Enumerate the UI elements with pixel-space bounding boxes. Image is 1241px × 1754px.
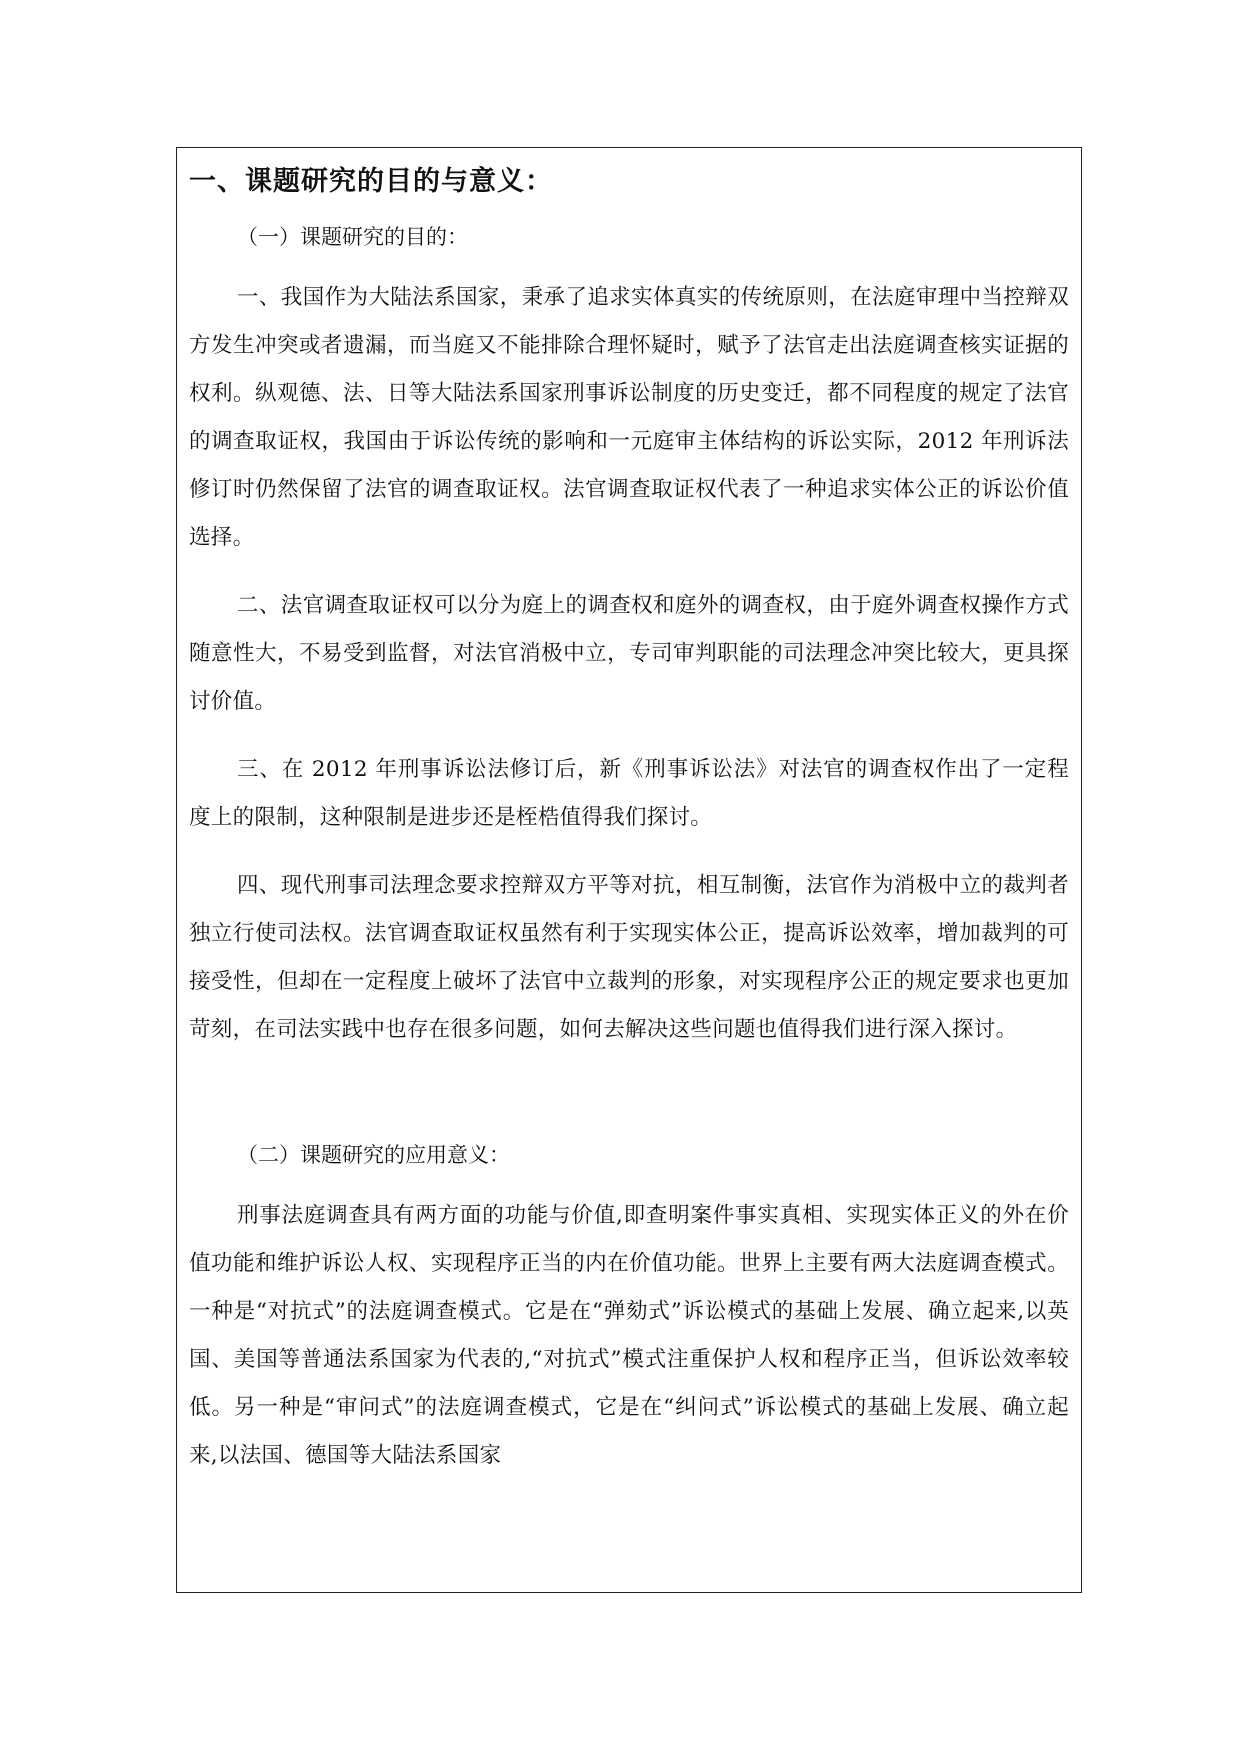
purpose-paragraph-2: 二、法官调查取证权可以分为庭上的调查权和庭外的调查权，由于庭外调查权操作方式随意性大，不易受到监督，对法官消极中立，专司审判职能的司法理念冲突比较大，更具探讨价值。 [189,593,1069,714]
significance-heading: （二）课题研究的应用意义： [237,1143,510,1167]
section-heading: 一、课题研究的目的与意义： [189,166,553,197]
purpose-paragraph-1: 一、我国作为大陆法系国家，秉承了追求实体真实的传统原则，在法庭审理中当控辩双方发生冲突或者遗漏，而当庭又不能排除合理怀疑时，赋予了法官走出法庭调查核实证据的权利。纵观德、法、日等大陆法系国家刑事诉讼制度的历史变迁，都不同程度的规定了法官的调查取证权，我国由于诉讼传统的影响和一元庭审主体结构的诉讼实际，2012 年刑诉法修订时仍然保留了法官的调查取证权。法官调查取证权代表了一种追求实体公正的诉讼价值选择。 [189,285,1069,550]
significance-paragraph-1: 刑事法庭调查具有两方面的功能与价值,即查明案件事实真相、实现实体正义的外在价值功能和维护诉讼人权、实现程序正当的内在价值功能。世界上主要有两大法庭调查模式。一种是“对抗式”的法庭调查模式。它是在“弹劾式”诉讼模式的基础上发展、确立起来,以英国、美国等普通法系国家为代表的,“对抗式”模式注重保护人权和程序正当，但诉讼效率较低。另一种是“审问式”的法庭调查模式，它是在“纠问式”诉讼模式的基础上发展、确立起来,以法国、德国等大陆法系国家 [189,1203,1069,1468]
document-table-cell [176,147,1082,1593]
purpose-paragraph-3: 三、在 2012 年刑事诉讼法修订后，新《刑事诉讼法》对法官的调查权作出了一定程度上的限制，这种限制是进步还是桎梏值得我们探讨。 [189,757,1069,830]
blank-spacer [189,1074,1069,1140]
cell-content [189,164,1069,1500]
purpose-paragraph-4: 四、现代刑事司法理念要求控辩双方平等对抗，相互制衡，法官作为消极中立的裁判者独立行使司法权。法官调查取证权虽然有利于实现实体公正，提高诉讼效率，增加裁判的可接受性，但却在一定程度上破坏了法官中立裁判的形象，对实现程序公正的规定要求也更加苛刻，在司法实践中也存在很多问题，如何去解决这些问题也值得我们进行深入探讨。 [189,873,1069,1042]
purpose-heading: （一）课题研究的目的： [237,225,468,249]
